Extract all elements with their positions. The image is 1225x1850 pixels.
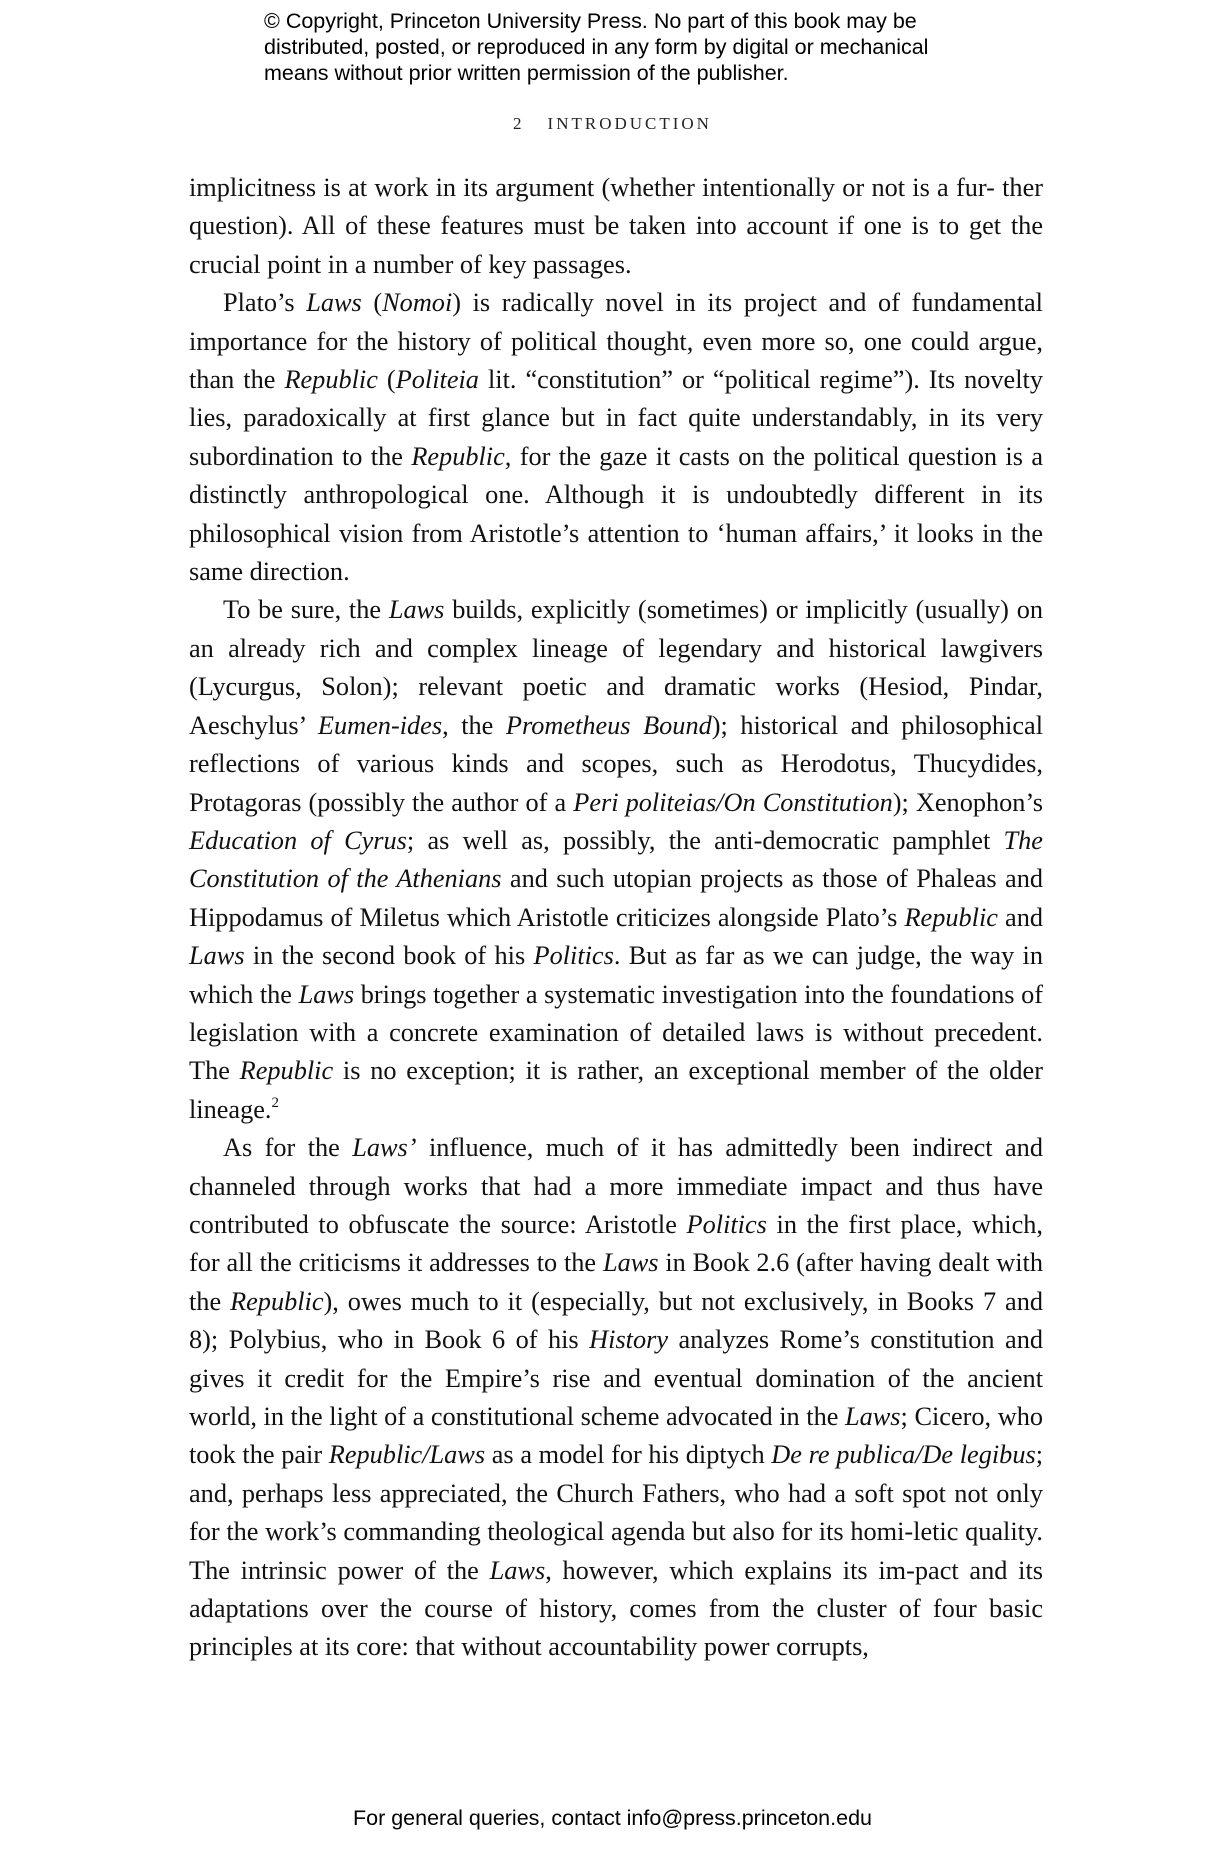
body-text: [189, 169, 1043, 1667]
text-run: , however, which explains its im-pact and its adaptations over the course of history, comes from the cluster of four basic principles at its core: that without accountability power corrupts,: [189, 1555, 1044, 1662]
italic-run: Laws: [306, 288, 362, 318]
text-run: builds, explicitly (sometimes) or implicitly (usually) on an already rich and complex lineage of legendary and historical lawgivers (Lycurgus, Solon); relevant poetic and dramatic works (Hesiod, Pindar, Aeschylus’: [189, 595, 1043, 740]
italic-run: Laws: [489, 1555, 546, 1585]
italic-run: Eumen-ides: [317, 710, 443, 740]
italic-run: Republic,: [411, 441, 512, 471]
running-head: [0, 114, 1225, 134]
italic-run: Laws’: [352, 1133, 417, 1163]
copyright-line: distributed, posted, or reproduced in any form by digital or mechanical: [264, 35, 929, 59]
italic-run: Laws: [298, 979, 355, 1009]
italic-run: De re publica/De legibus: [771, 1440, 1036, 1470]
italic-run: Republic: [239, 1056, 334, 1086]
italic-run: Laws: [844, 1402, 901, 1431]
italic-run: Laws: [388, 595, 445, 625]
italic-run: Prometheus Bound: [505, 710, 712, 740]
text-run: ) is radically novel in its project and of fundamental importance for the history of political thought, even more so, one could argue, than the: [189, 288, 1043, 395]
italic-run: Politics: [533, 941, 614, 971]
text-run: and such utopian projects as those of Phaleas and Hippodamus of Miletus which Aristotle criticizes alongside Plato’s: [189, 864, 1043, 932]
text-run: as a model for his diptych: [485, 1440, 772, 1470]
text-run: the crucial point in a number of key passages.: [189, 211, 1043, 279]
italic-run: Education of Cyrus: [189, 825, 407, 855]
text-run: Plato’s: [223, 288, 307, 318]
italic-run: Politics: [686, 1209, 767, 1239]
italic-run: Peri politeias/On Constitution: [573, 787, 893, 817]
text-run: in the first place, which, for all the criticisms it addresses to the: [189, 1209, 1043, 1278]
italic-run: History: [589, 1325, 669, 1355]
text-run: brings together a systematic investigation into the foundations of legislation with a concrete examination of detailed laws is without precedent. The: [189, 979, 1043, 1086]
text-run: analyzes Rome’s constitution and gives it credit for the Empire’s rise and eventual domination of the ancient world, in the light of a constitutional scheme advocated in the: [189, 1325, 1043, 1431]
italic-run: Politeia: [395, 365, 479, 395]
text-run: influence, much of it has admittedly been indirect and channeled through works that had a more immediate impact and thus have contributed to obfuscate the source: Aristotle: [189, 1133, 1043, 1239]
text-run: in Book 2.6 (after having dealt with the: [189, 1248, 1043, 1316]
text-run: ; as well as, possibly, the anti-democratic pamphlet: [406, 825, 1004, 855]
italic-run: Republic: [230, 1286, 324, 1316]
text-run: ther question). All of these features must be taken into account if one is to get: [189, 173, 1043, 241]
text-run: and: [997, 902, 1043, 932]
paragraph-3: [189, 591, 1043, 1129]
italic-run: Republic: [904, 902, 998, 932]
italic-run: The Constitution of the Athenians: [189, 825, 1043, 894]
text-run: ; Cicero, who took the pair: [189, 1402, 1043, 1470]
text-run: lit. “constitution” or “political regime”). Its novelty lies, paradoxically at first glance but in fact quite understandably, in its very subordination to the: [189, 365, 1043, 471]
text-run: (: [361, 288, 383, 318]
copyright-notice: [264, 8, 1024, 86]
text-run: for the gaze it casts on the political question is a distinctly anthropological one. Although it is undoubtedly different in its philosophical vision from Aristotle’s attention to ‘human affairs,’ it looks in the same direction.: [189, 441, 1043, 587]
footer-contact: For general queries, contact info@press.princeton.edu: [352, 1806, 872, 1830]
text-run: . But as far as we can judge, the way in which the: [189, 941, 1044, 1009]
page-number: 2: [513, 114, 522, 133]
footnote-marker[interactable]: 2: [271, 1094, 279, 1111]
paragraph-1: [189, 169, 1043, 284]
italic-run: Nomoi: [382, 288, 453, 318]
running-title: INTRODUCTION: [547, 114, 712, 133]
text-run: , the: [442, 710, 506, 740]
text-run: implicitness is at work in its argument (whether intentionally or not is a fur-: [189, 173, 995, 202]
paragraph-2: [189, 284, 1043, 591]
italic-run: Laws: [189, 941, 245, 971]
paragraph-4: [189, 1129, 1043, 1667]
italic-run: Laws: [602, 1248, 659, 1278]
italic-run: Republic/Laws: [328, 1440, 486, 1470]
copyright-line: © Copyright, Princeton University Press. No part of this book may be: [264, 9, 917, 33]
text-run: is no exception; it is rather, an exceptional member of the older lineage.: [189, 1056, 1043, 1124]
text-run: ); Xenophon’s: [892, 787, 1043, 817]
text-run: ), owes much to it (especially, but not exclusively, in Books 7 and 8); Polybius, who in Book 6 of his: [189, 1286, 1043, 1355]
text-run: As for the: [223, 1133, 353, 1163]
text-run: ); historical and philosophical reflections of various kinds and scopes, such as Herodotus, Thucydides, Protagoras (possibly the author of a: [189, 710, 1043, 817]
text-run: (: [377, 365, 396, 395]
copyright-line: means without prior written permission of the publisher.: [264, 61, 789, 85]
text-run: in the second book of his: [244, 941, 534, 971]
italic-run: Republic: [284, 365, 378, 395]
text-run: ; and, perhaps less appreciated, the Church Fathers, who had a soft spot not only for the work’s commanding theological agenda but also for its homi-letic quality. The intrinsic power of the: [189, 1440, 1044, 1585]
text-run: To be sure, the: [223, 595, 389, 625]
